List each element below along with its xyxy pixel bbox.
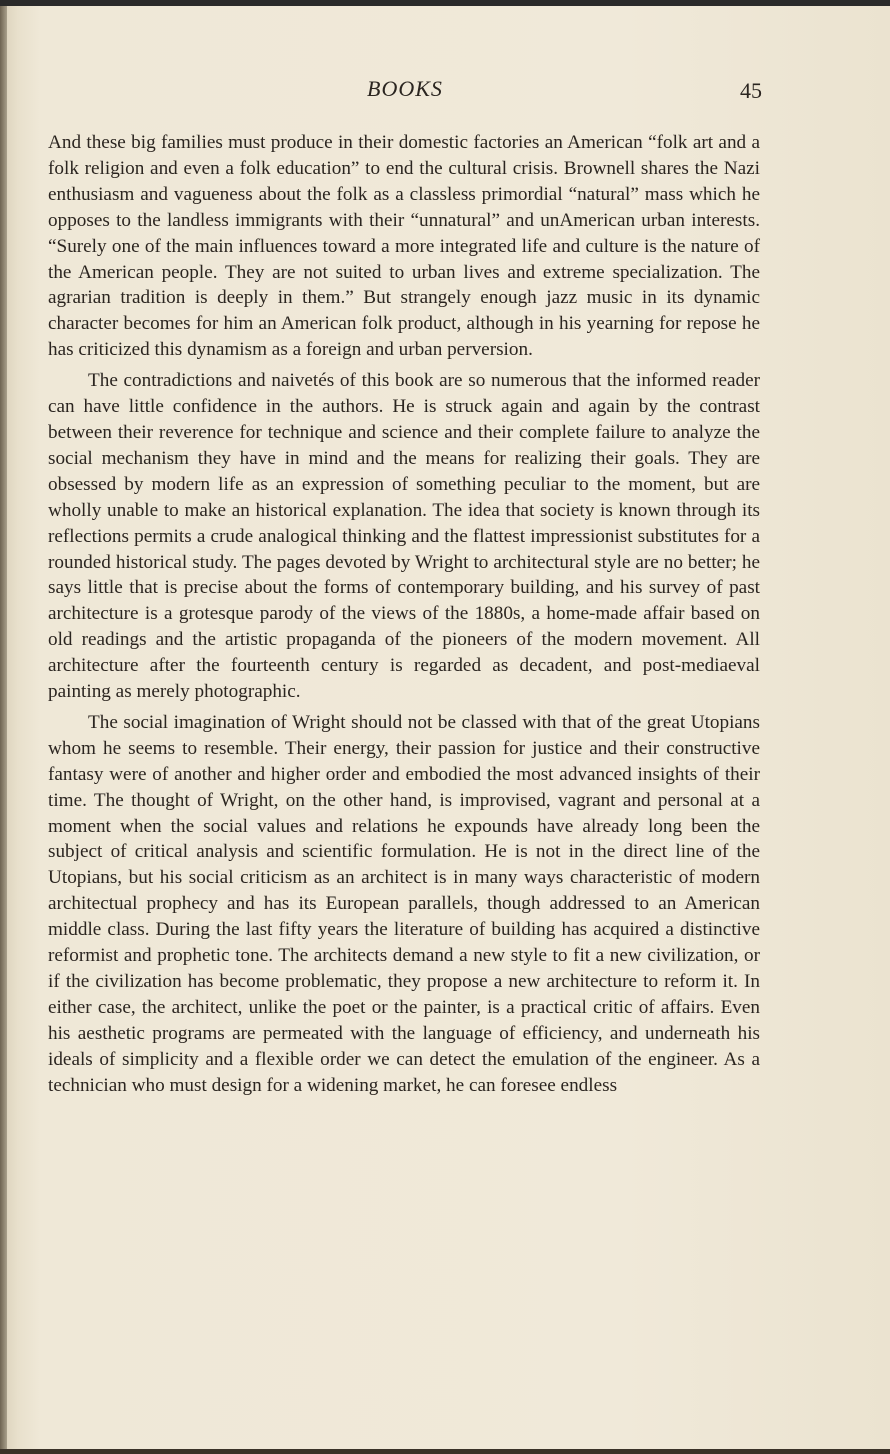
page-header <box>48 74 762 114</box>
body-text <box>48 130 760 1104</box>
paragraph-1: And these big families must produce in their domestic factories an American “folk art and a folk religion and even a folk education” to end the cultural crisis. Brownell shares the Nazi enthusiasm and vagueness about the folk as a classless primordial “natural” mass which he opposes to the landless immigrants with their “unnatural” and unAmerican urban interests. “Surely one of the main influences toward a more integrated life and culture is the nature of the American people. They are not suited to urban lives and extreme specialization. The agrarian tradition is deeply in them.” But strangely enough jazz music in its dynamic character becomes for him an American folk product, although in his yearning for repose he has criticized this dynamism as a foreign and urban perversion. <box>48 132 760 361</box>
top-edge <box>0 0 890 6</box>
paragraph-2: The contradictions and naivetés of this book are so numerous that the informed reader can have little confidence in the authors. He is struck again and again by the contrast between their reverence for technique and science and their complete failure to analyze the social mechanism they have in mind and the means for realizing their goals. They are obsessed by modern life as an expression of something peculiar to the moment, but are wholly unable to make an historical explanation. The idea that society is known through its reflections permits a crude analogical thinking and the flattest impressionist substitutes for a rounded historical study. The pages devoted by Wright to architectural style are no better; he says little that is precise about the forms of contemporary building, and his survey of past architecture is a grotesque parody of the views of the 1880s, a home-made affair based on old readings and the artistic propaganda of the pioneers of the modern movement. All architecture after the fourteenth century is regarded as decadent, and post-mediaeval painting as merely photographic. <box>48 370 760 703</box>
page-number: 45 <box>740 78 762 103</box>
paragraph-3: The social imagination of Wright should not be classed with that of the great Utopians whom he seems to resemble. Their energy, their passion for justice and their constructive fantasy were of another and higher order and embodied the most advanced insights of their time. The thought of Wright, on the other hand, is improvised, vagrant and personal at a moment when the social values and relations he expounds have already long been the subject of critical analysis and scientific formulation. He is not in the direct line of the Utopians, but his social criticism as an architect is in many ways characteristic of modern architectual prophecy and has its European parallels, though addressed to an American middle class. During the last fifty years the literature of building has acquired a distinctive reformist and prophetic tone. The architects demand a new style to fit a new civilization, or if the civilization has become problematic, they propose a new architecture to reform it. In either case, the architect, unlike the poet or the painter, is a practical critic of affairs. Even his aesthetic programs are permeated with the language of efficiency, and underneath his ideals of simplicity and a flexible order we can detect the emulation of the engineer. As a technician who must design for a widening market, he can foresee endless <box>48 711 760 1096</box>
page-spine-shadow <box>0 0 7 1454</box>
running-title: BOOKS <box>367 76 443 101</box>
bottom-edge <box>0 1449 890 1454</box>
